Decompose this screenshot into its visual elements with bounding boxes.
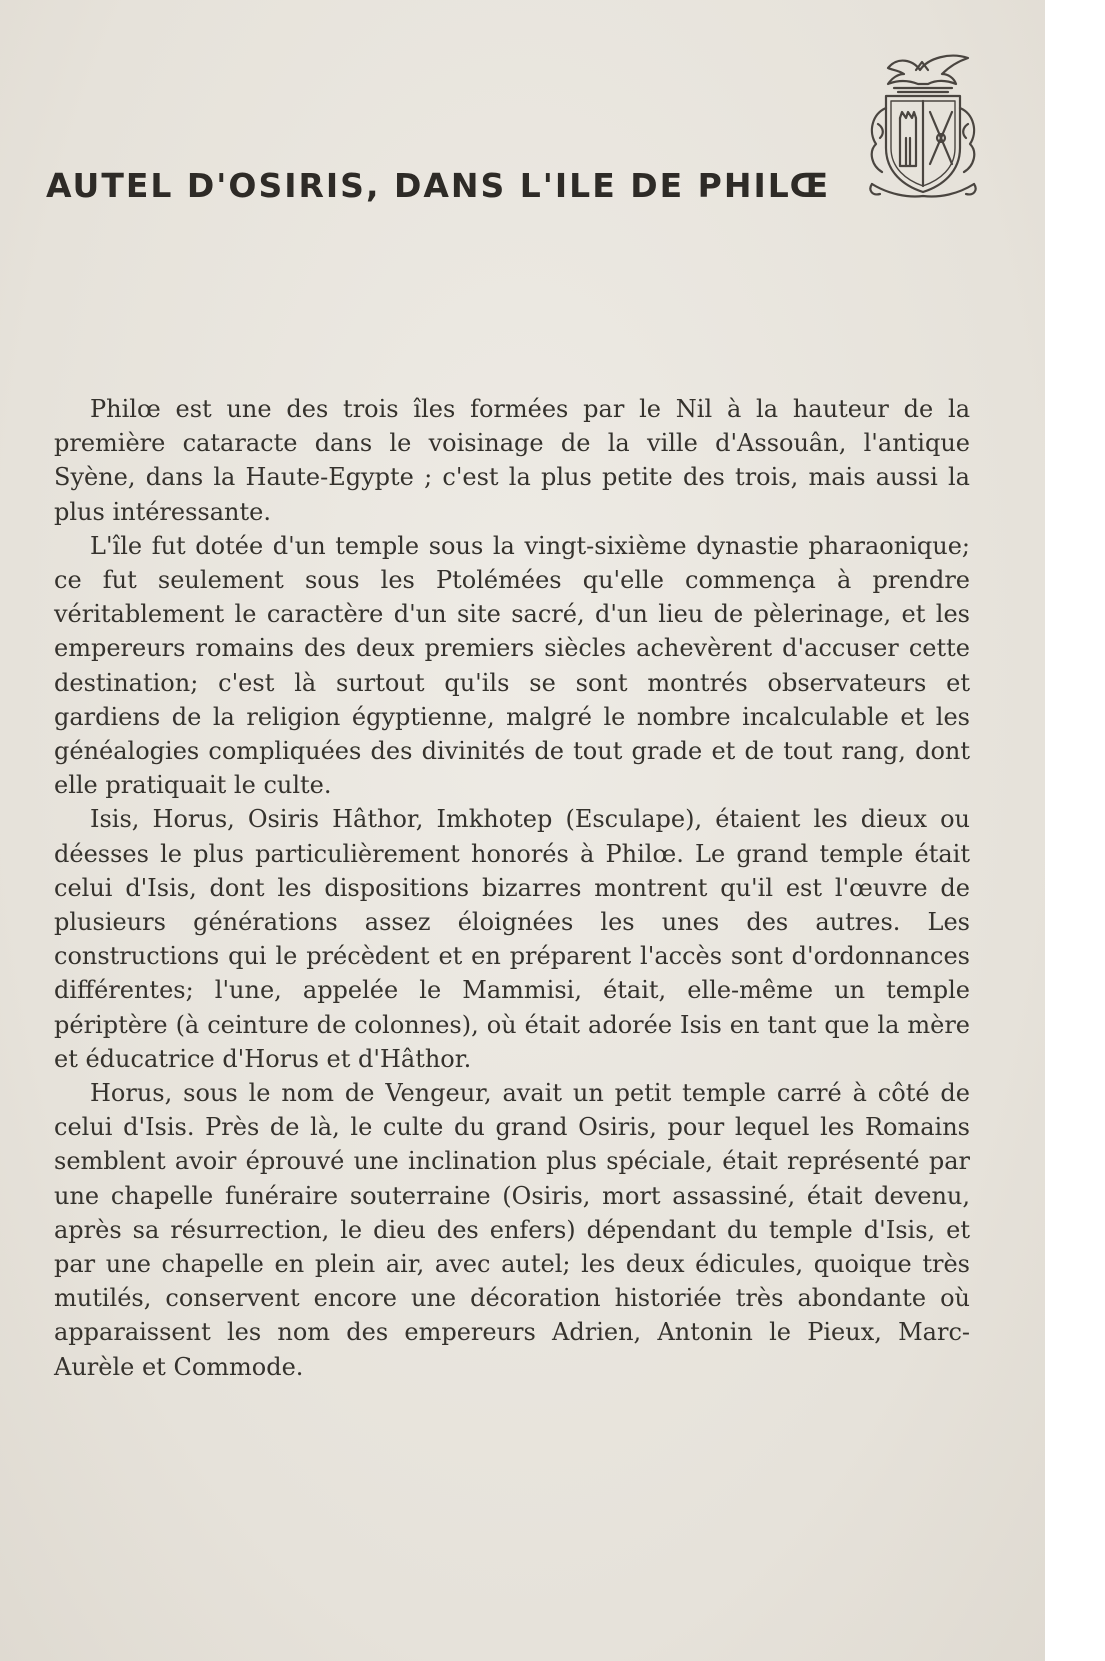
paragraph: Horus, sous le nom de Vengeur, avait un petit temple carré à côté de celui d'Isis. Près de là, le culte du grand Osiris, pour lequel les Romains semblent avoir éprouvé une inclination plus spéciale, était représenté par une chapelle funéraire souterraine (Osiris, mort assassiné, était devenu, après sa résurrection, le dieu des enfers) dépendant du temple d'Isis, et par une chapelle en plein air, avec autel; les deux édicules, quoique très mutilés, conservent encore une décoration historiée très abondante où apparaissent les nom des empereurs Adrien, Antonin le Pieux, Marc-Aurèle et Commode. (54, 1079, 970, 1381)
paragraph: Philœ est une des trois îles formées par le Nil à la hauteur de la première cataracte dans le voisinage de la ville d'Assouân, l'antique Syène, dans la Haute-Egypte ; c'est la plus petite des trois, mais aussi la plus intéressante. (54, 395, 970, 526)
page-margin (1045, 0, 1105, 1661)
paragraph: L'île fut dotée d'un temple sous la vingt-sixième dynastie pharaonique; ce fut seulement sous les Ptolémées qu'elle commença à prendre véritablement le caractère d'un site sacré, d'un lieu de pèlerinage, et les empereurs romains des deux premiers siècles achevèrent d'accuser cette destination; c'est là surtout qu'ils se sont montrés observateurs et gardiens de la religion égyptienne, malgré le nombre incalculable et les généalogies compliquées des divinités de tout grade et de tout rang, dont elle pratiquait le culte. (54, 531, 970, 800)
page-title: AUTEL D'OSIRIS, DANS L'ILE DE PHILŒ (46, 166, 831, 205)
article-body (54, 392, 970, 1384)
heraldic-crest-icon (858, 48, 988, 208)
paragraph: Isis, Horus, Osiris Hâthor, Imkhotep (Esculape), étaient les dieux ou déesses le plus particulièrement honorés à Philœ. Le grand temple était celui d'Isis, dont les dispositions bizarres montrent qu'il est l'œuvre de plusieurs générations assez éloignées les unes des autres. Les constructions qui le précèdent et en préparent l'accès sont d'ordonnances différentes; l'une, appelée le Mammisi, était, elle-même un temple périptère (à ceinture de colonnes), où était adorée Isis en tant que la mère et éducatrice d'Horus et d'Hâthor. (54, 805, 970, 1073)
